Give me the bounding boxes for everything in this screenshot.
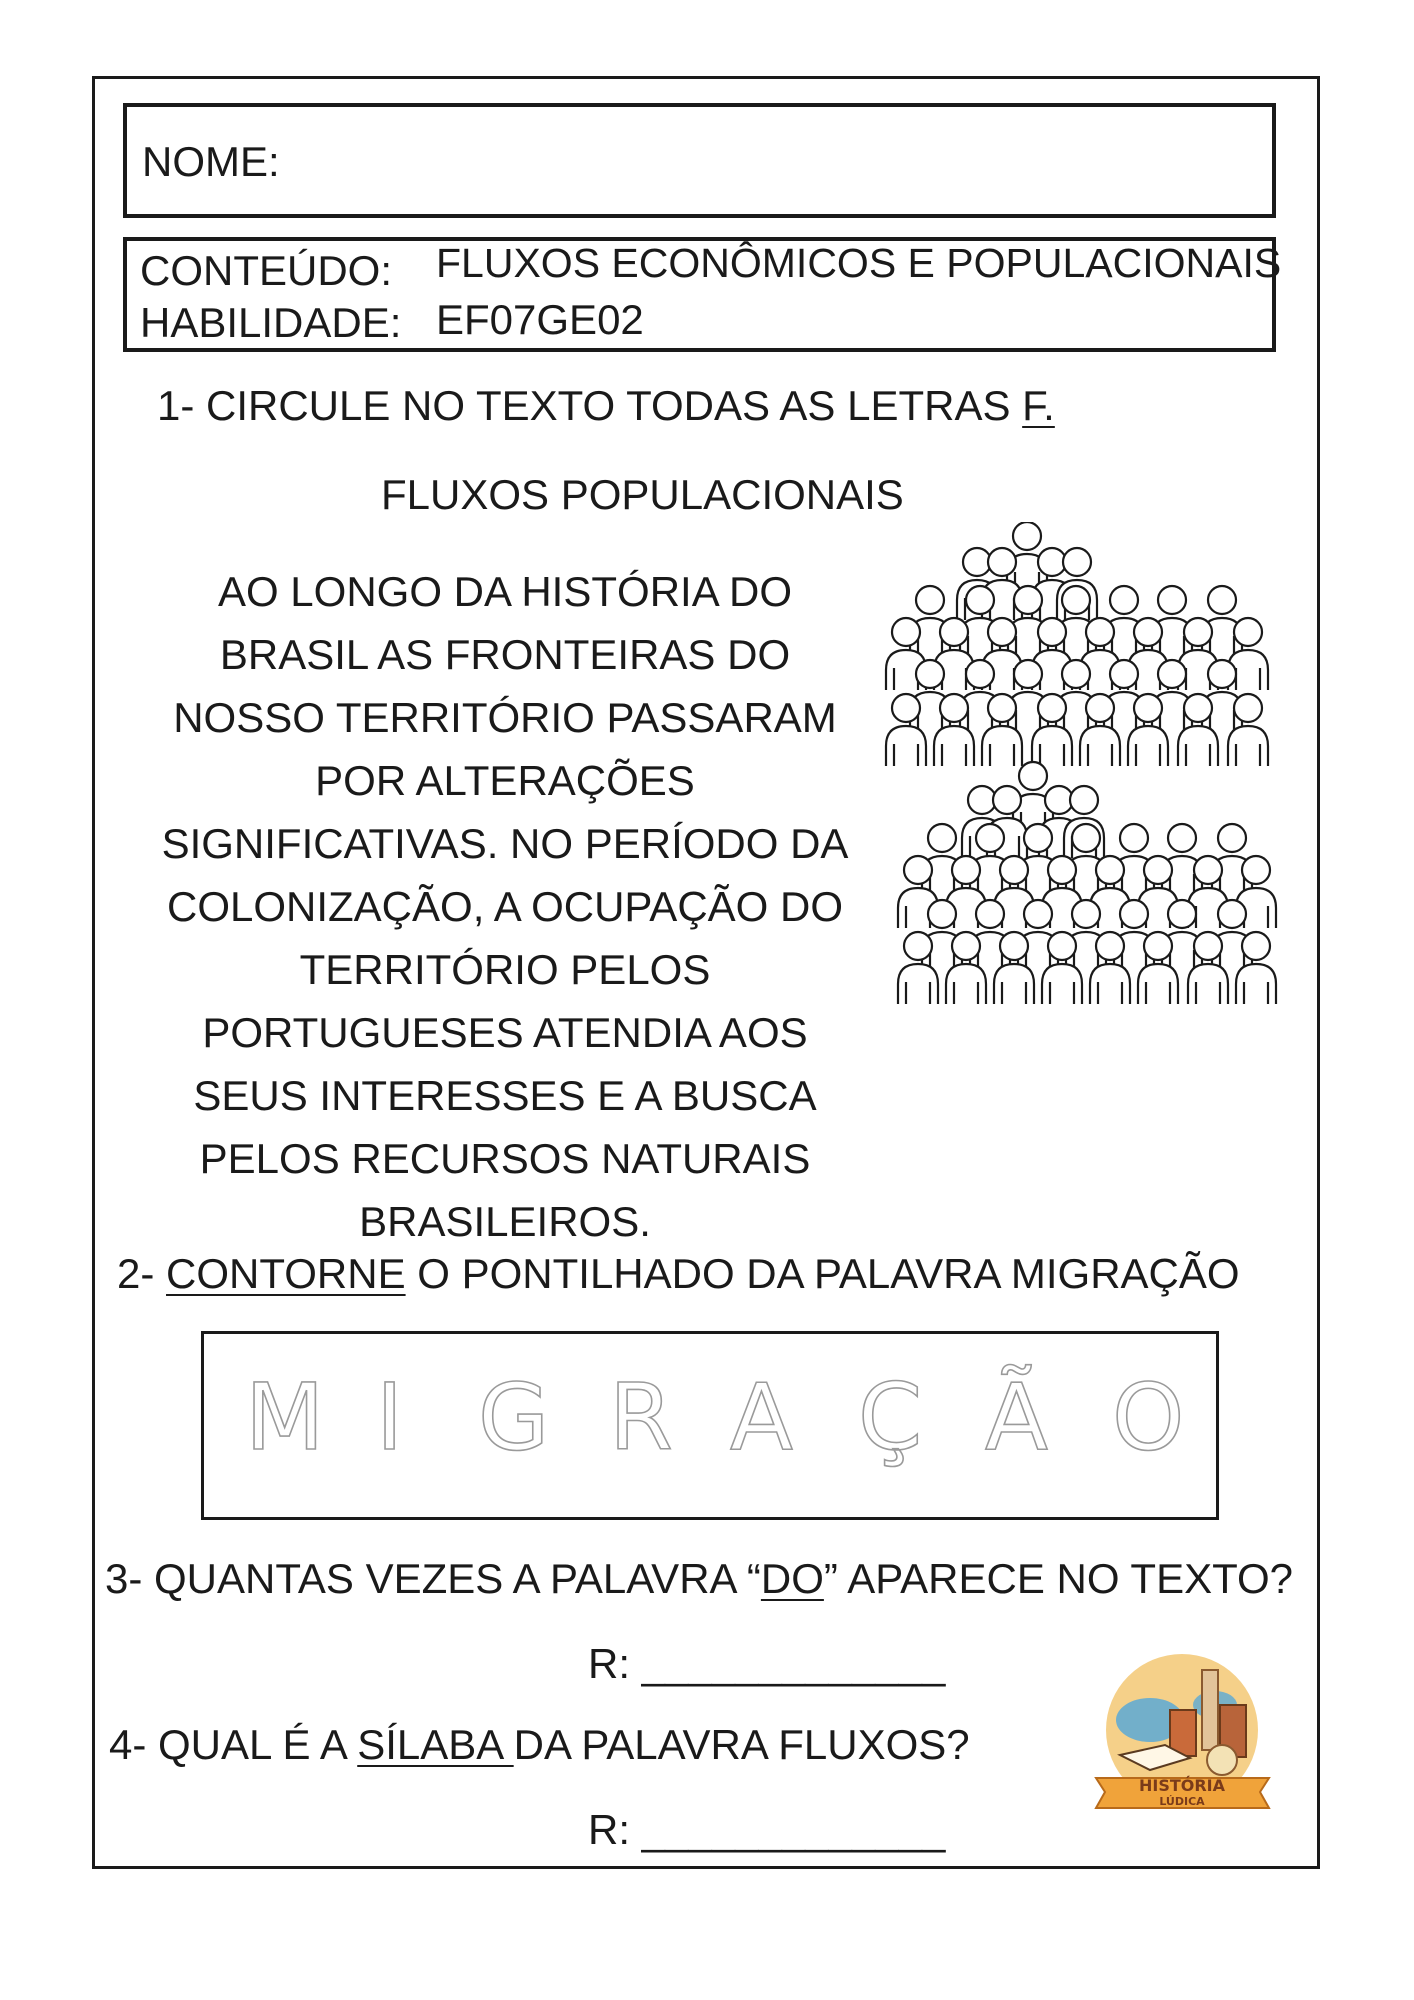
- trace-letter[interactable]: Ç: [858, 1364, 923, 1471]
- person-icon: [1152, 660, 1192, 732]
- content-label: CONTEÚDO:: [140, 247, 392, 294]
- question-2: 2- CONTORNE O PONTILHADO DA PALAVRA MIGRAÇÃO: [117, 1250, 1240, 1297]
- trace-letter[interactable]: Ã: [985, 1364, 1048, 1471]
- person-icon: [1032, 694, 1072, 766]
- trace-letter[interactable]: O: [1112, 1364, 1185, 1471]
- reading-line: SEUS INTERESSES E A BUSCA: [193, 1072, 817, 1119]
- person-icon: [1008, 660, 1048, 732]
- trace-letter[interactable]: A: [730, 1364, 793, 1471]
- question-1: 1- CIRCULE NO TEXTO TODAS AS LETRAS F.: [157, 382, 1055, 429]
- person-icon: [1042, 932, 1082, 1004]
- logo-text-line1: HISTÓRIA: [1138, 1776, 1226, 1795]
- logo-text-line2: LÚDICA: [1159, 1795, 1205, 1808]
- compass-icon: [1207, 1745, 1237, 1775]
- reading-line: POR ALTERAÇÕES: [315, 757, 695, 804]
- person-icon: [898, 932, 938, 1004]
- reading-line: COLONIZAÇÃO, A OCUPAÇÃO DO: [166, 883, 844, 930]
- person-icon: [886, 694, 926, 766]
- person-icon: [1090, 932, 1130, 1004]
- name-field-box[interactable]: [123, 103, 1276, 218]
- question-3: 3- QUANTAS VEZES A PALAVRA “DO” APARECE NO TEXTO?: [105, 1555, 1294, 1602]
- reading-title: FLUXOS POPULACIONAIS: [381, 471, 904, 518]
- person-icon: [1188, 932, 1228, 1004]
- person-icon: [1202, 660, 1242, 732]
- person-icon: [1128, 694, 1168, 766]
- person-icon: [1236, 932, 1276, 1004]
- reading-line: AO LONGO DA HISTÓRIA DO: [217, 568, 793, 615]
- reading-line: BRASIL AS FRONTEIRAS DO: [219, 631, 791, 678]
- historia-ludica-logo: [1090, 1650, 1275, 1830]
- answer-4[interactable]: R: _____________: [588, 1806, 946, 1853]
- reading-line: NOSSO TERRITÓRIO PASSARAM: [173, 694, 837, 741]
- person-icon: [1228, 694, 1268, 766]
- reading-paragraph: [135, 560, 875, 1253]
- skill-label: HABILIDADE:: [140, 299, 402, 346]
- person-icon: [1104, 660, 1144, 732]
- person-icon: [910, 660, 950, 732]
- trace-letter[interactable]: I: [376, 1364, 404, 1471]
- person-icon: [1056, 660, 1096, 732]
- reading-line: PELOS RECURSOS NATURAIS: [199, 1135, 811, 1182]
- crowd-illustration: [862, 522, 1312, 1042]
- person-icon: [934, 694, 974, 766]
- trace-letter[interactable]: M: [245, 1364, 325, 1471]
- person-icon: [946, 932, 986, 1004]
- skill-value: EF07GE02: [436, 296, 644, 343]
- content-value: FLUXOS ECONÔMICOS E POPULACIONAIS: [436, 240, 1282, 286]
- tracing-box[interactable]: [201, 1331, 1219, 1520]
- tower-icon: [1202, 1670, 1218, 1750]
- reading-line: PORTUGUESES ATENDIA AOS: [202, 1009, 808, 1056]
- question-4: 4- QUAL É A SÍLABA DA PALAVRA FLUXOS?: [109, 1721, 970, 1768]
- reading-line: TERRITÓRIO PELOS: [299, 946, 711, 993]
- person-icon: [982, 694, 1022, 766]
- reading-line: SIGNIFICATIVAS. NO PERÍODO DA: [161, 820, 849, 867]
- person-icon: [1080, 694, 1120, 766]
- reading-line: BRASILEIROS.: [359, 1198, 651, 1245]
- trace-letter[interactable]: G: [478, 1364, 550, 1471]
- name-label: NOME:: [142, 138, 280, 185]
- person-icon: [1178, 694, 1218, 766]
- trace-letter[interactable]: R: [609, 1364, 673, 1471]
- person-icon: [994, 932, 1034, 1004]
- person-icon: [1138, 932, 1178, 1004]
- answer-3[interactable]: R: _____________: [588, 1640, 946, 1687]
